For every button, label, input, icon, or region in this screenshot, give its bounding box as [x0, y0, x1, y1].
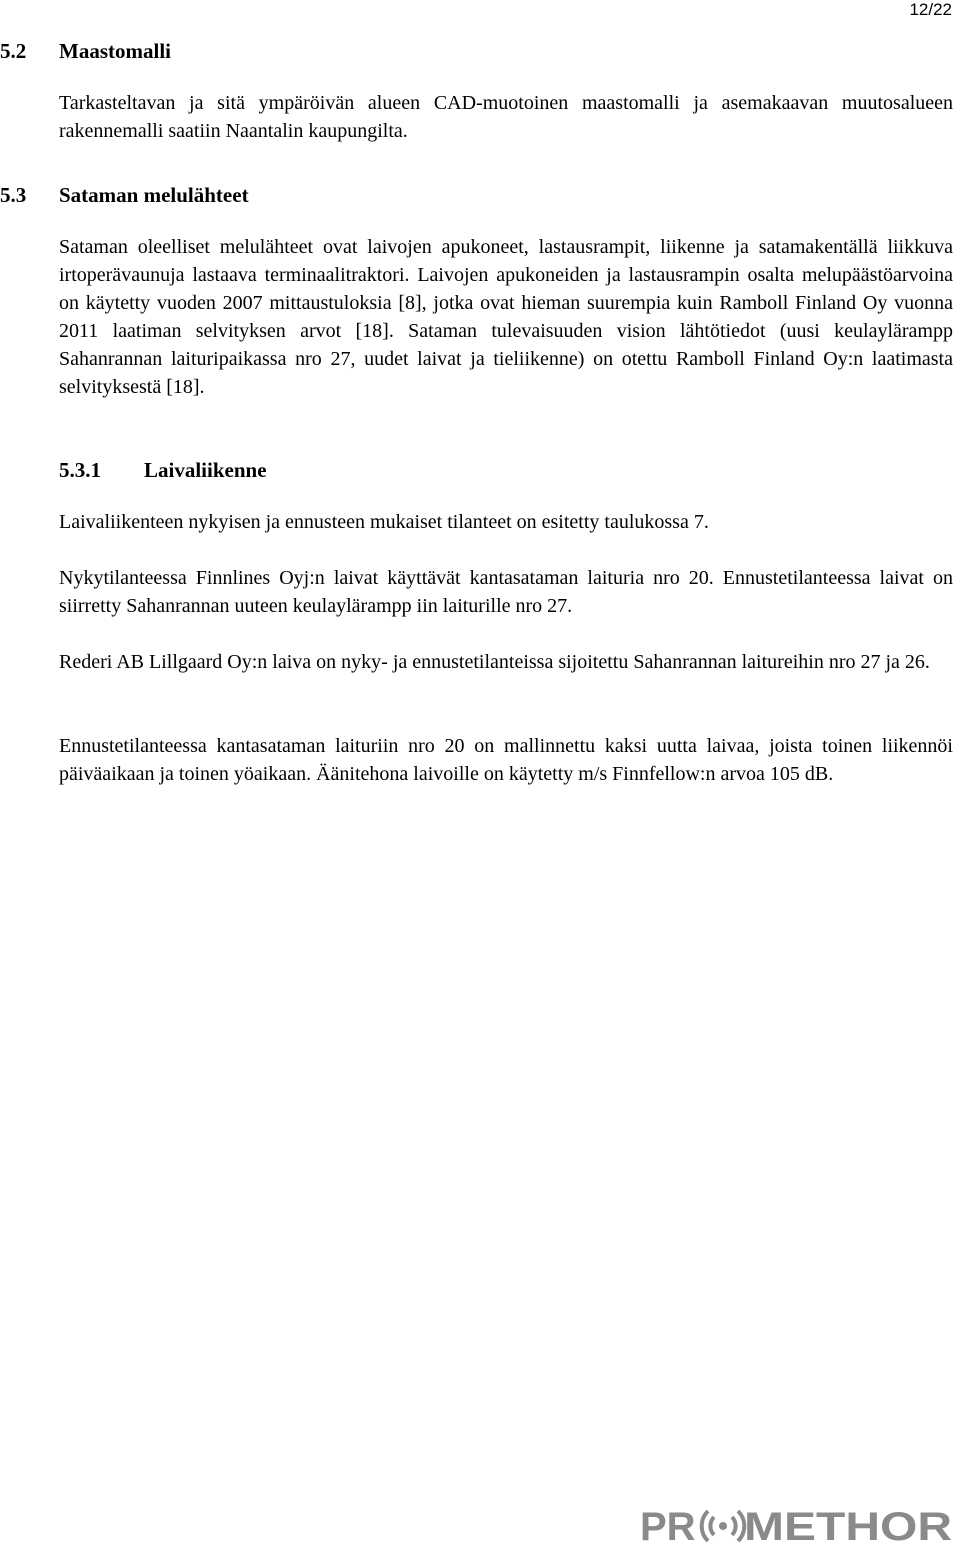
section-number: 5.2 [0, 39, 27, 63]
section-heading-5-3 [0, 181, 249, 209]
page-number: 12/22 [909, 0, 952, 19]
section-title: Laivaliikenne [144, 458, 267, 482]
paragraph-melulahteet: Sataman oleelliset melulähteet ovat laivojen apukoneet, lastausrampit, liikenne ja satamakentällä liikkuva irtoperävaunuja lastaava terminaalitraktori. Laivojen apukoneiden ja lastausrampin osalta melupäästöarvoina on käytetty vuoden 2007 mittaustuloksia [8], jotka ovat hieman suurempia kuin Ramboll Finland Oy vuonna 2011 laatiman selvityksen arvot [18]. Sataman tulevaisuuden vision lähtötiedot (uusi keulaylärampp Sahanrannan laituripaikassa nro 27, uudet laivat ja tieliikenne) on otettu Ramboll Finland Oy:n laatimasta selvityksestä [18]. [59, 236, 953, 398]
logo-text-methor: METHOR [744, 1505, 953, 1546]
section-number: 5.3.1 [59, 458, 101, 482]
section-title: Maastomalli [59, 39, 171, 63]
paragraph-laivaliikenne-intro: Laivaliikenteen nykyisen ja ennusteen mukaiset tilanteet on esitetty taulukossa 7. [59, 511, 709, 533]
logo-signal-icon [702, 1511, 745, 1541]
paragraph-ennuste: Ennustetilanteessa kantasataman laituriin nro 20 on mallinnettu kaksi uutta laivaa, joista toinen liikennöi päiväaikaan ja toinen yöaikaan. Äänitehona laivoille on käytetty m/s Finnfellow:n arvoa 105 dB. [59, 735, 953, 785]
logo-text-pr: PR [640, 1505, 696, 1546]
paragraph-finnlines: Nykytilanteessa Finnlines Oyj:n laivat käyttävät kantasataman laituria nro 20. Ennustetilanteessa laivat on siirretty Sahanrannan uuteen keulaylärampp iin laiturille nro 27. [59, 567, 953, 617]
section-heading-5-3-1 [59, 456, 267, 484]
paragraph-maastomalli: Tarkasteltavan ja sitä ympäröivän alueen CAD-muotoinen maastomalli ja asemakaavan muutosalueen rakennemalli saatiin Naantalin kaupungilta. [59, 92, 953, 142]
paragraph-lillgaard: Rederi AB Lillgaard Oy:n laiva on nyky- ja ennustetilanteissa sijoitettu Sahanrannan laitureihin nro 27 ja 26. [59, 651, 930, 673]
section-number: 5.3 [0, 183, 27, 207]
section-title: Sataman melulähteet [59, 183, 249, 207]
promethor-logo [640, 1502, 954, 1546]
section-heading-5-2 [0, 37, 171, 65]
